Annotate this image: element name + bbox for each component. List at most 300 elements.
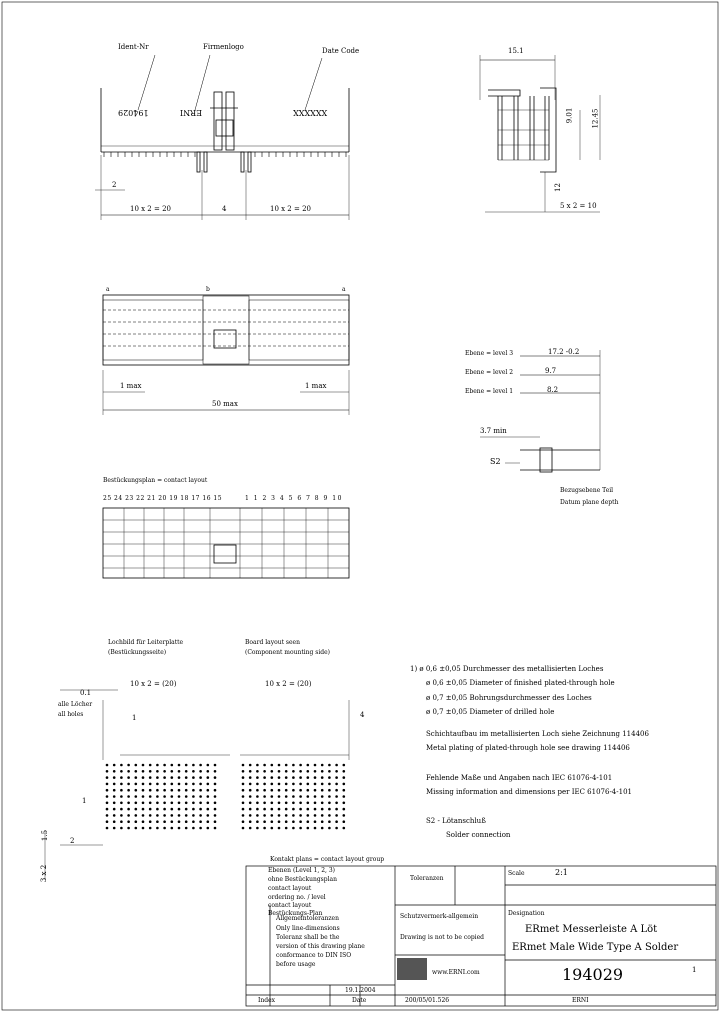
hole-dot xyxy=(271,789,274,792)
hole-dot xyxy=(321,820,324,823)
level3-dim: 17.2 -0.2 xyxy=(548,348,580,356)
hole-dot xyxy=(156,764,159,767)
top-total: 50 max xyxy=(212,400,238,408)
hole-dot xyxy=(299,802,302,805)
hole-dot xyxy=(113,820,116,823)
hole-dot xyxy=(299,776,302,779)
hole-dot xyxy=(278,820,281,823)
tb-gen-5: before usage xyxy=(276,961,316,968)
hole-dot xyxy=(178,789,181,792)
hole-dot xyxy=(343,802,346,805)
hole-dot xyxy=(199,827,202,830)
tb-web: www.ERNI.com xyxy=(432,969,480,976)
hole-dim-2: 2 xyxy=(70,837,75,845)
hole-dot xyxy=(135,820,138,823)
hole-dot xyxy=(328,820,331,823)
hole-dot xyxy=(307,802,310,805)
hole-dot xyxy=(299,770,302,773)
hole-dot xyxy=(242,814,245,817)
tb-tolerances: Toleranzen xyxy=(410,875,444,882)
hole-dot xyxy=(142,820,145,823)
dim-right: 10 x 2 = 20 xyxy=(270,205,311,213)
hole-dot xyxy=(192,776,195,779)
hole-dot xyxy=(314,814,317,817)
hole-dot xyxy=(299,789,302,792)
hole-dot xyxy=(278,764,281,767)
top-left-ref: 1 max xyxy=(120,382,142,390)
hole-dot xyxy=(292,795,295,798)
hole-dot xyxy=(127,802,130,805)
hole-dot xyxy=(321,776,324,779)
tb-legend: Kontakt plans = contact layout group xyxy=(270,856,385,863)
hole-dot xyxy=(214,776,217,779)
hole-dot xyxy=(135,808,138,811)
hole-right-title: Board layout seen xyxy=(245,639,300,646)
hole-dot xyxy=(328,814,331,817)
hole-dot xyxy=(135,783,138,786)
hole-dot xyxy=(307,814,310,817)
hole-dot xyxy=(343,770,346,773)
hole-dot xyxy=(178,764,181,767)
hole-dot xyxy=(299,764,302,767)
hole-dot xyxy=(192,770,195,773)
hole-dot xyxy=(127,770,130,773)
hole-dot xyxy=(199,820,202,823)
hole-dot xyxy=(171,776,174,779)
hole-dot xyxy=(171,808,174,811)
ident-label: Ident-Nr xyxy=(118,43,149,51)
hole-dot xyxy=(249,789,252,792)
hole-dot xyxy=(263,802,266,805)
assignment-numbers-left: 25 24 23 22 21 20 19 18 17 16 15 xyxy=(103,495,223,502)
date-label: Date Code xyxy=(322,47,360,55)
hole-dim-4: 4 xyxy=(360,711,365,719)
hole-dot xyxy=(120,764,123,767)
hole-dot xyxy=(307,820,310,823)
date-code: XXXXXX xyxy=(293,108,328,117)
hole-dot xyxy=(328,764,331,767)
hole-dot xyxy=(185,814,188,817)
hole-dot xyxy=(199,814,202,817)
level1-label: Ebene = level 1 xyxy=(465,388,514,395)
hole-dot xyxy=(249,764,252,767)
hole-dot xyxy=(271,776,274,779)
tb-cad-note2: Drawing is not to be copied xyxy=(400,934,484,941)
hole-dot xyxy=(178,783,181,786)
hole-dot xyxy=(113,795,116,798)
hole-dot xyxy=(142,802,145,805)
hole-dot xyxy=(278,770,281,773)
hole-dot xyxy=(214,783,217,786)
hole-dot xyxy=(127,783,130,786)
hole-dot xyxy=(163,827,166,830)
level-min: 3.7 min xyxy=(480,427,507,435)
hole-dot xyxy=(106,783,109,786)
hole-dim-1c: 1 xyxy=(82,797,87,805)
note-8: Missing information and dimensions per IEC 61076-4-101 xyxy=(426,788,632,796)
level-sf: S2 xyxy=(490,457,501,466)
hole-dot xyxy=(207,789,210,792)
hole-dot xyxy=(199,808,202,811)
hole-dot xyxy=(171,820,174,823)
hole-dot xyxy=(321,764,324,767)
tb-title-en: ERmet Male Wide Type A Solder xyxy=(512,942,679,953)
side-top: 15.1 xyxy=(508,47,524,55)
hole-dot xyxy=(178,795,181,798)
hole-dot xyxy=(307,783,310,786)
note-10: Solder connection xyxy=(446,831,511,839)
hole-dot xyxy=(127,776,130,779)
hole-dot xyxy=(163,814,166,817)
hole-note2: all holes xyxy=(58,711,84,718)
side-h2: 9.01 xyxy=(565,107,574,124)
hole-dot xyxy=(106,795,109,798)
hole-dot xyxy=(135,789,138,792)
hole-dot xyxy=(256,802,259,805)
hole-dot xyxy=(127,795,130,798)
hole-dot xyxy=(120,820,123,823)
assignment-title: Bestückungsplan = contact layout xyxy=(103,477,208,484)
hole-dot xyxy=(192,827,195,830)
hole-dot xyxy=(207,776,210,779)
hole-dot xyxy=(106,814,109,817)
hole-dot xyxy=(263,808,266,811)
hole-dot xyxy=(163,820,166,823)
hole-dot xyxy=(335,808,338,811)
note-9: S2 - Lötanschluß xyxy=(426,817,486,825)
hole-dot xyxy=(149,814,152,817)
hole-dot xyxy=(335,770,338,773)
hole-dot xyxy=(185,820,188,823)
hole-dot xyxy=(271,783,274,786)
note-7: Fehlende Maße und Angaben nach IEC 61076-4-101 xyxy=(426,774,613,782)
hole-dot xyxy=(106,820,109,823)
note-1: 1) ø 0,6 ±0,05 Durchmesser des metallisierten Loches xyxy=(410,665,604,673)
hole-dot xyxy=(299,783,302,786)
front-view xyxy=(95,55,349,220)
hole-dot xyxy=(120,795,123,798)
hole-dot xyxy=(185,764,188,767)
hole-dot xyxy=(120,789,123,792)
hole-dot xyxy=(214,802,217,805)
hole-dot xyxy=(113,789,116,792)
hole-dot xyxy=(278,808,281,811)
hole-dot xyxy=(142,814,145,817)
hole-dot xyxy=(163,770,166,773)
hole-dim-3x: 3 x 2 xyxy=(40,864,49,883)
hole-dot xyxy=(256,808,259,811)
hole-dot xyxy=(207,795,210,798)
hole-dot xyxy=(263,827,266,830)
note-6: Metal plating of plated-through hole see drawing 114406 xyxy=(426,744,630,752)
hole-dot xyxy=(113,808,116,811)
hole-dot xyxy=(127,764,130,767)
hole-dot xyxy=(178,820,181,823)
dim-left: 10 x 2 = 20 xyxy=(130,205,171,213)
hole-dot xyxy=(242,770,245,773)
hole-dot xyxy=(192,814,195,817)
hole-dot xyxy=(343,764,346,767)
side-h3: 12 xyxy=(553,183,562,192)
hole-dot xyxy=(321,789,324,792)
hole-dot xyxy=(163,802,166,805)
hole-dot xyxy=(285,789,288,792)
hole-dot xyxy=(343,827,346,830)
tb-footer-no: 200/05/01.526 xyxy=(405,997,450,1004)
hole-dot xyxy=(314,795,317,798)
hole-dot xyxy=(142,789,145,792)
hole-dot xyxy=(328,776,331,779)
hole-dot xyxy=(156,783,159,786)
hole-dot xyxy=(299,827,302,830)
hole-dot xyxy=(321,827,324,830)
hole-dot xyxy=(156,814,159,817)
side-pitch: 5 x 2 = 10 xyxy=(560,202,597,210)
hole-dot xyxy=(328,808,331,811)
tb-legend-4: contact layout xyxy=(268,902,312,909)
hole-dot xyxy=(343,820,346,823)
hole-dot xyxy=(178,814,181,817)
hole-dot xyxy=(149,808,152,811)
hole-dot xyxy=(106,770,109,773)
hole-dot xyxy=(263,820,266,823)
hole-dot xyxy=(307,789,310,792)
hole-dot xyxy=(285,827,288,830)
hole-dot xyxy=(149,820,152,823)
hole-dot xyxy=(156,770,159,773)
hole-dot xyxy=(328,789,331,792)
hole-dot xyxy=(185,802,188,805)
hole-dot xyxy=(263,795,266,798)
hole-dot xyxy=(292,820,295,823)
hole-dot xyxy=(307,795,310,798)
hole-dot xyxy=(263,764,266,767)
hole-dot xyxy=(314,820,317,823)
hole-dot xyxy=(163,789,166,792)
tb-gen-0: Allgemeintoleranzen xyxy=(276,915,339,922)
hole-dot xyxy=(142,764,145,767)
hole-dot xyxy=(314,789,317,792)
hole-dot xyxy=(149,776,152,779)
tb-legend-3: ordering no. / level xyxy=(268,894,326,901)
hole-dot xyxy=(142,776,145,779)
hole-dot xyxy=(156,802,159,805)
hole-dot xyxy=(149,789,152,792)
hole-dot xyxy=(135,827,138,830)
hole-dot xyxy=(149,827,152,830)
level-note2: Datum plane depth xyxy=(560,499,619,506)
hole-dot xyxy=(271,795,274,798)
hole-dot xyxy=(120,783,123,786)
note-5: Schichtaufbau im metallisierten Loch siehe Zeichnung 114406 xyxy=(426,730,649,738)
hole-dot xyxy=(242,827,245,830)
level1-dim: 8.2 xyxy=(547,386,559,394)
hole-dot xyxy=(163,795,166,798)
hole-dot xyxy=(299,814,302,817)
hole-dot xyxy=(214,764,217,767)
hole-dot xyxy=(328,783,331,786)
hole-dot xyxy=(120,808,123,811)
hole-dot xyxy=(163,764,166,767)
hole-dot xyxy=(135,764,138,767)
tb-gen-2: Toleranz shall be the xyxy=(276,934,340,941)
hole-dot xyxy=(120,770,123,773)
hole-dot xyxy=(149,795,152,798)
hole-dot xyxy=(214,814,217,817)
hole-dot xyxy=(249,827,252,830)
hole-dot xyxy=(113,776,116,779)
hole-left-sub: (Bestückungsseite) xyxy=(108,649,167,656)
hole-dot xyxy=(285,795,288,798)
hole-right-sub: (Component mounting side) xyxy=(245,649,330,656)
hole-dot xyxy=(307,764,310,767)
hole-dot xyxy=(321,795,324,798)
level2-label: Ebene = level 2 xyxy=(465,369,514,376)
hole-dot xyxy=(256,795,259,798)
hole-dot xyxy=(278,814,281,817)
hole-dot xyxy=(278,802,281,805)
hole-dot xyxy=(271,770,274,773)
hole-dot xyxy=(185,776,188,779)
hole-dot xyxy=(335,764,338,767)
note-2: ø 0,6 ±0,05 Diameter of finished plated-through hole xyxy=(426,679,615,687)
hole-dot xyxy=(192,795,195,798)
hole-dot xyxy=(156,776,159,779)
mark-right: a xyxy=(342,286,346,293)
ident-number: 194029 xyxy=(118,108,149,117)
hole-dot xyxy=(127,789,130,792)
hole-dot xyxy=(343,814,346,817)
hole-dot xyxy=(135,795,138,798)
assignment-numbers-right: 1 1 2 3 4 5 6 7 8 9 10 xyxy=(245,495,343,502)
hole-dot xyxy=(285,802,288,805)
hole-dot xyxy=(207,827,210,830)
hole-dot xyxy=(314,802,317,805)
hole-dot xyxy=(171,802,174,805)
hole-dot xyxy=(278,776,281,779)
hole-dot xyxy=(163,783,166,786)
hole-dot xyxy=(249,820,252,823)
hole-dot xyxy=(185,783,188,786)
hole-dot xyxy=(249,808,252,811)
hole-left-title: Lochbild für Leiterplatte xyxy=(108,639,184,646)
hole-dot xyxy=(135,776,138,779)
hole-dot xyxy=(256,783,259,786)
hole-dot xyxy=(106,764,109,767)
hole-dot xyxy=(142,770,145,773)
tb-legend-1: ohne Bestückungsplan xyxy=(268,876,337,883)
hole-dot xyxy=(149,802,152,805)
hole-dot xyxy=(106,776,109,779)
hole-dot xyxy=(321,802,324,805)
hole-dot xyxy=(171,827,174,830)
hole-dot xyxy=(120,814,123,817)
hole-dot xyxy=(256,789,259,792)
hole-dot xyxy=(263,770,266,773)
hole-dot xyxy=(335,783,338,786)
tb-scale-label: Scale xyxy=(508,870,525,877)
hole-dot xyxy=(178,827,181,830)
tb-scale: 2:1 xyxy=(555,868,568,877)
tb-gen-1: Only line-dimensions xyxy=(276,925,340,932)
hole-dot xyxy=(242,789,245,792)
tb-legend-0: Ebenen (Level 1, 2, 3) xyxy=(268,867,336,874)
level-note1: Bezugsebene Teil xyxy=(560,487,614,494)
hole-dot xyxy=(178,776,181,779)
hole-dot xyxy=(199,789,202,792)
hole-dot xyxy=(242,783,245,786)
tb-date-box: 19.1.2004 xyxy=(345,987,376,994)
hole-dot xyxy=(207,770,210,773)
hole-dots xyxy=(106,764,345,830)
tb-gen-3: version of this drawing plane xyxy=(276,943,365,950)
hole-dot xyxy=(278,789,281,792)
hole-dot xyxy=(314,764,317,767)
hole-dot xyxy=(285,776,288,779)
hole-dot xyxy=(343,776,346,779)
hole-dot xyxy=(142,827,145,830)
hole-dot xyxy=(120,776,123,779)
hole-dot xyxy=(106,789,109,792)
note-3: ø 0,7 ±0,05 Bohrungsdurchmesser des Loches xyxy=(426,694,592,702)
hole-dot xyxy=(113,770,116,773)
hole-dot xyxy=(192,808,195,811)
hole-dot xyxy=(285,814,288,817)
hole-dot xyxy=(328,770,331,773)
hole-dot xyxy=(249,770,252,773)
hole-dot xyxy=(285,770,288,773)
hole-dim-1: 1 xyxy=(132,714,137,722)
hole-dot xyxy=(328,827,331,830)
hole-dot xyxy=(163,776,166,779)
tb-legend-2: contact layout xyxy=(268,885,312,892)
hole-dot xyxy=(127,827,130,830)
hole-dot xyxy=(271,764,274,767)
hole-dot xyxy=(185,827,188,830)
hole-dot xyxy=(192,820,195,823)
hole-dot xyxy=(185,808,188,811)
hole-dot xyxy=(156,795,159,798)
hole-note1: alle Löcher xyxy=(58,701,93,708)
hole-dot xyxy=(207,820,210,823)
hole-dot xyxy=(299,808,302,811)
hole-dim-01: 0.1 xyxy=(80,689,92,697)
note-4: ø 0,7 ±0,05 Diameter of drilled hole xyxy=(426,708,555,716)
hole-dot xyxy=(292,814,295,817)
hole-dot xyxy=(135,770,138,773)
hole-dot xyxy=(256,820,259,823)
hole-dot xyxy=(335,776,338,779)
hole-dot xyxy=(263,789,266,792)
hole-dot xyxy=(256,770,259,773)
hole-dot xyxy=(156,827,159,830)
hole-dot xyxy=(335,802,338,805)
hole-dot xyxy=(242,776,245,779)
hole-dot xyxy=(242,802,245,805)
hole-dot xyxy=(343,789,346,792)
hole-dot xyxy=(292,783,295,786)
hole-dot xyxy=(314,827,317,830)
hole-dot xyxy=(285,808,288,811)
hole-dot xyxy=(271,827,274,830)
hole-dot xyxy=(242,795,245,798)
hole-dot xyxy=(242,808,245,811)
hole-dot xyxy=(321,808,324,811)
hole-dot xyxy=(214,789,217,792)
hole-dot xyxy=(278,783,281,786)
hole-dot xyxy=(135,814,138,817)
hole-dot xyxy=(343,795,346,798)
